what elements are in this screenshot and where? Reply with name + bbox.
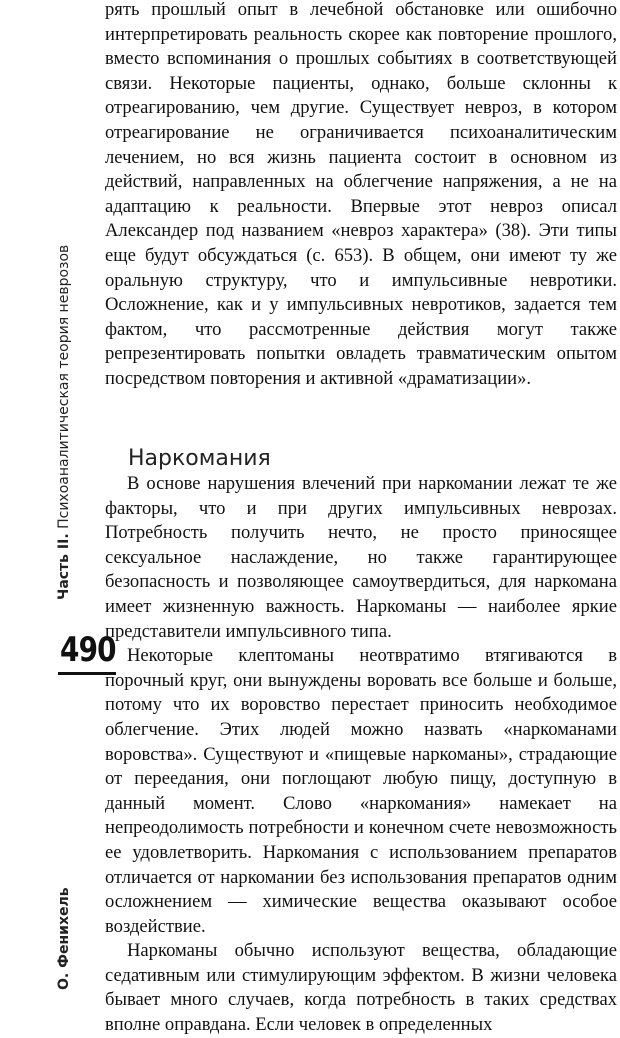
page-number: 490 xyxy=(60,630,116,670)
paragraph: Наркоманы обычно используют вещества, обладающие седативным или стимулирующим эффектом. В жизни человека бывает много случаев, когда потребность в таких средствах вполне оправдана. Если человек в определенных xyxy=(105,940,617,1036)
running-head-part xyxy=(56,245,72,600)
part-label-bold: Часть II. xyxy=(56,533,72,600)
text-column-bottom xyxy=(105,472,617,1038)
paragraph: Некоторые клептоманы неотвратимо втягиваются в порочный круг, они вынуждены воровать все больше и больше, потому что их воровство перестает приносить необходимое облегчение. Этих людей можно назвать «наркоманами воровства». Существуют и «пищевые наркоманы», страдающие от переедания, они поглощают любую пищу, доступную в данный момент. Слово «наркомания» намекает на непреодолимость потребности и конечном счете невозможность ее удовлетворить. Наркомания с использованием препаратов отличается от наркомании без использования препаратов одним осложнением — химические вещества оказывают особое воздействие. xyxy=(105,645,617,937)
section-heading: Наркомания xyxy=(128,446,271,472)
part-label-text: Психоаналитическая теория неврозов xyxy=(56,244,72,529)
text-column-top xyxy=(105,0,617,392)
running-head-author: О. Фенихель xyxy=(56,887,72,990)
paragraph: В основе нарушения влечений при наркомании лежат те же факторы, что и при других импульсивных неврозах. Потребность получить нечто, не просто приносящее сексуальное наслаждение, но также гарантирующее безопасность и позволяющее самоутвердиться, для наркомана имеет жизненную важность. Наркоманы — наиболее яркие представители импульсивного типа. xyxy=(105,473,617,642)
paragraph-continued: рять прошлый опыт в лечебной обстановке или ошибочно интерпретировать реальность скорее как повторение прошлого, вместо вспоминания о прошлых событиях в соответствующей связи. Некоторые пациенты, однако, больше склонны к отреагированию, чем другие. Существует невроз, в котором отреагирование не ограничивается психоаналитическим лечением, но вся жизнь пациента состоит в основном из действий, направленных на облегчение напряжения, а не на адаптацию к реальности. Впервые этот невроз описал Александер под названием «невроз характера» (38). Эти типы еще будут обсуждаться (с. 653). В общем, они имеют ту же оральную структуру, что и импульсивные невротики. Осложнение, как и у импульсивных невротиков, задается тем фактом, что рассмотренные действия могут также репрезентировать попытки овладеть травматическим опытом посредством повторения и активной «драматизации». xyxy=(105,0,617,389)
